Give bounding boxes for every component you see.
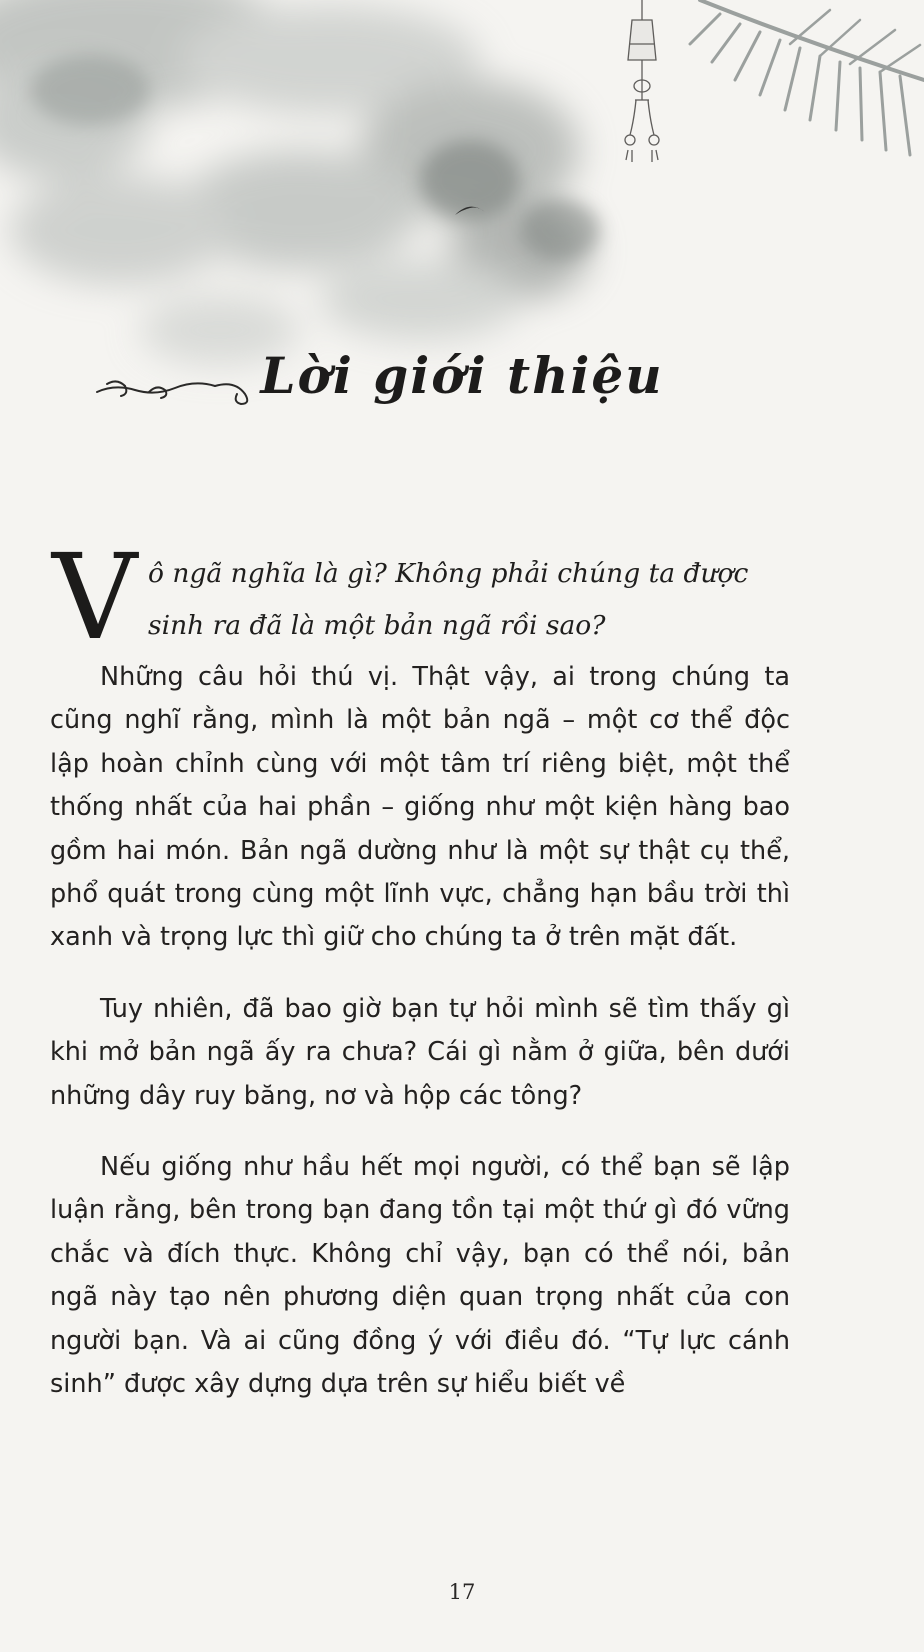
paragraph: Tuy nhiên, đã bao giờ bạn tự hỏi mình sẽ tìm thấy gì khi mở bản ngã ấy ra chưa? Cái gì nằm ở giữa, bên dưới những dây ruy băng, nơ và hộp các tông? [50,993,790,1111]
chapter-title: Lời giới thiệu [260,346,664,405]
wind-bell-icon [610,0,670,170]
page-number: 17 [448,1580,476,1604]
body-text [50,656,790,1435]
lead-question: ô ngã nghĩa là gì? Không phải chúng ta được sinh ra đã là một bản ngã rồi sao? [148,558,749,641]
drop-cap: V [52,528,138,666]
paragraph: Nếu giống như hầu hết mọi người, có thể bạn sẽ lập luận rằng, bên trong bạn đang tồn tại một thứ gì đó vững chắc và đích thực. Không chỉ vậy, bạn có thể nói, bản ngã này tạo nên phương diện quan trọng nhất của con người bạn. Và ai cũng đồng ý với điều đó. “Tự lực cánh sinh” được xây dựng dựa trên sự hiểu biết về [50,1152,790,1400]
paragraph: Những câu hỏi thú vị. Thật vậy, ai trong chúng ta cũng nghĩ rằng, mình là một bản ngã – một cơ thể độc lập hoàn chỉnh cùng với một tâm trí riêng biệt, một thể thống nhất của hai phần – giống như một kiện hàng bao gồm hai món. Bản ngã dường như là một sự thật cụ thể, phổ quát trong cùng một lĩnh vực, chẳng hạn bầu trời thì xanh và trọng lực thì giữ cho chúng ta ở trên mặt đất. [50,662,790,953]
